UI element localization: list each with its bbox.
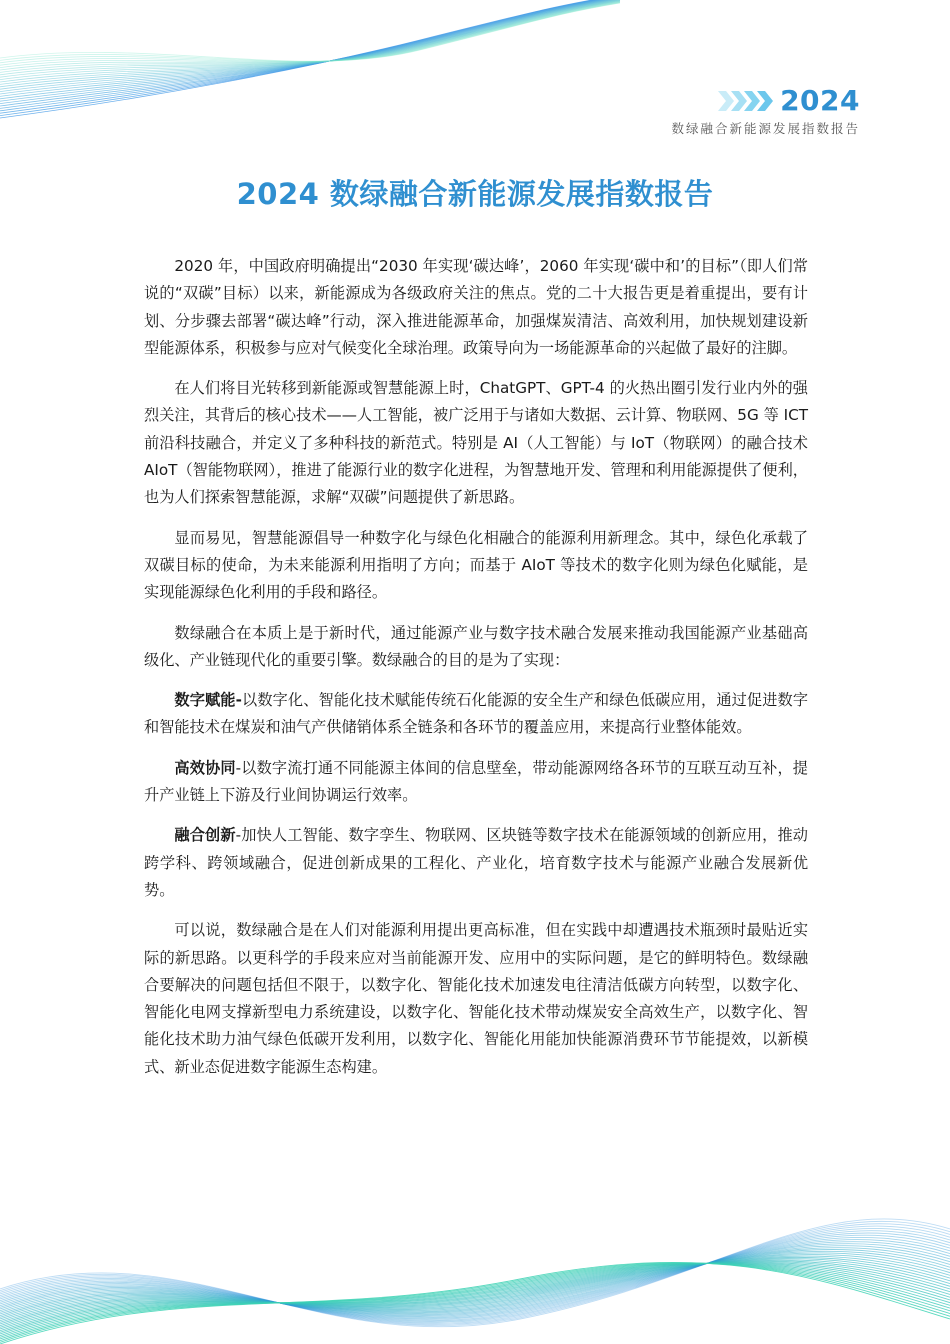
page-title: 2024 数绿融合新能源发展指数报告 [236, 177, 714, 211]
chevron-arrows-icon [718, 89, 774, 113]
document-body [144, 253, 808, 1094]
paragraph-purpose: 数绿融合在本质上是于新时代，通过能源产业与数字技术融合发展来推动我国能源产业基础高级化、产业链现代化的重要引擎。数绿融合的目的是为了实现： [144, 623, 808, 669]
paragraph-smart-energy: 显而易见，智慧能源倡导一种数字化与绿色化相融合的能源利用新理念。其中，绿色化承载了双碳目标的使命，为未来能源利用指明了方向；而基于 AIoT 等技术的数字化则为绿色化赋能，是实现能源绿色化利用的手段和路径。 [144, 528, 808, 602]
goal-efficient-synergy [144, 755, 808, 810]
bottom-wave-decoration [0, 1194, 950, 1344]
paragraph-closing: 可以说，数绿融合是在人们对能源利用提出更高标准，但在实践中却遭遇技术瓶颈时最贴近实际的新思路。以更科学的手段来应对当前能源开发、应用中的实际问题，是它的鲜明特色。数绿融合要解决的问题包括但不限于，以数字化、智能化技术加速发电往清洁低碳方向转型，以数字化、智能化电网支撑新型电力系统建设，以数字化、智能化技术带动煤炭安全高效生产，以数字化、智能化技术助力油气绿色低碳开发利用，以数字化、智能化用能加快能源消费环节节能提效，以新模式、新业态促进数字能源生态构建。 [144, 921, 808, 1076]
header-brand [671, 84, 860, 137]
goal-text: -加快人工智能、数字孪生、物联网、区块链等数字技术在能源领域的创新应用，推动跨学科、跨领域融合，促进创新成果的工程化、产业化，培育数字技术与能源产业融合发展新优势。 [144, 826, 808, 899]
header-subtitle: 数绿融合新能源发展指数报告 [671, 121, 860, 136]
paragraph-intro: 2020 年，中国政府明确提出“2030 年实现‘碳达峰’，2060 年实现‘碳中和’的目标”（即人们常说的“双碳”目标）以来，新能源成为各级政府关注的焦点。党的二十大报告更是着重提出，要有计划、分步骤去部署“碳达峰”行动，深入推进能源革命，加强煤炭清洁、高效利用，加快规划建设新型能源体系，积极参与应对气候变化全球治理。政策导向为一场能源革命的兴起做了最好的注脚。 [144, 257, 808, 357]
goal-text: -以数字流打通不同能源主体间的信息壁垒，带动能源网络各环节的互联互动互补，提升产业链上下游及行业间协调运行效率。 [144, 758, 808, 805]
goal-text: 以数字化、智能化技术赋能传统石化能源的安全生产和绿色低碳应用，通过促进数字和智能技术在煤炭和油气产供储销体系全链条和各环节的覆盖应用，来提高行业整体能效。 [144, 691, 809, 737]
goal-term: 高效协同 [174, 758, 236, 777]
goal-term: 融合创新 [174, 826, 236, 845]
paragraph-ai: 在人们将目光转移到新能源或智慧能源上时，ChatGPT、GPT-4 的火热出圈引发行业内外的强烈关注，其背后的核心技术——人工智能，被广泛用于与诸如大数据、云计算、物联网、5G 等 ICT 前沿科技融合，并定义了多种科技的新范式。特别是 AI（人工智能）与 IoT（物联网）的融合技术 AIoT（智能物联网），推进了能源行业的数字化进程，为智慧地开发、管理和利用能源提供了便利，也为人们探索智慧能源，求解“双碳”问题提供了新思路。 [144, 379, 808, 507]
goal-term: 数字赋能- [174, 691, 242, 710]
header-year: 2024 [780, 84, 860, 117]
goal-digital-empowerment [144, 687, 808, 742]
goal-integrated-innovation [144, 822, 808, 904]
